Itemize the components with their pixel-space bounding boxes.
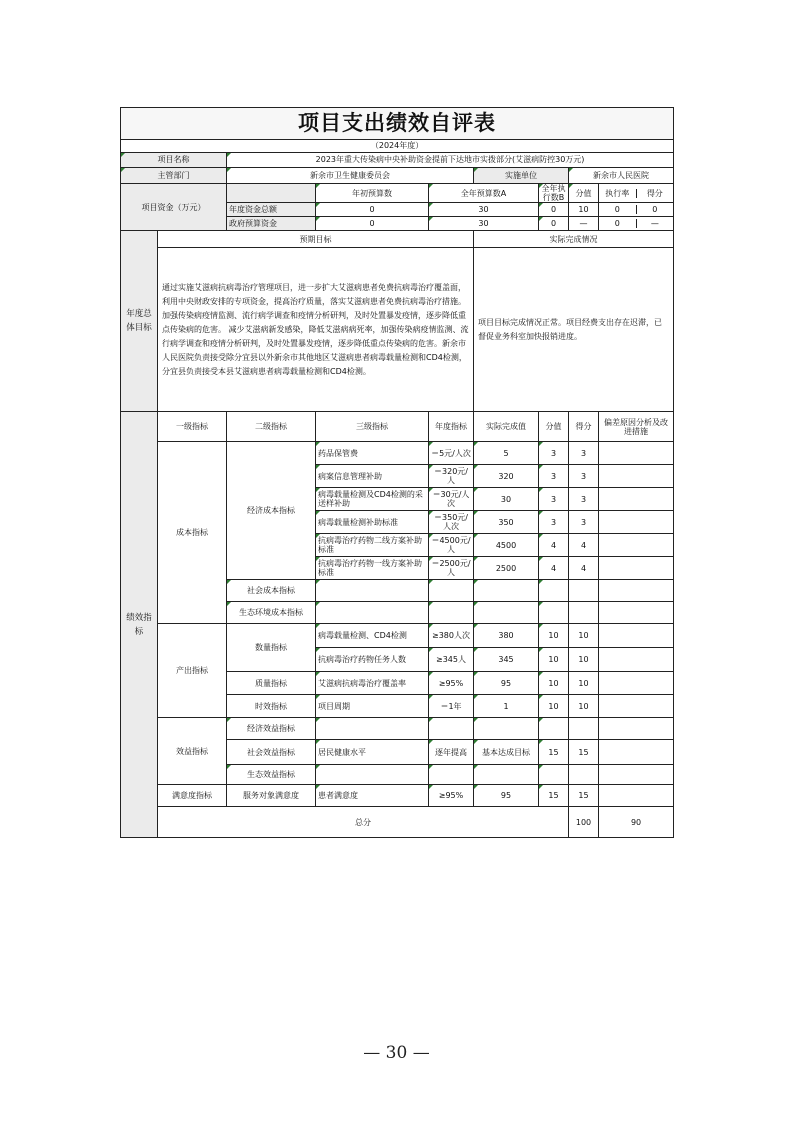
output-indicator: 产出指标 [158, 624, 227, 718]
table-row-l3: 病毒载量检测补助标准 [316, 511, 429, 534]
funds-total-score-value: 10 [569, 203, 599, 217]
score-header: 得分 [646, 188, 663, 198]
page-number: — 30 — [363, 1043, 430, 1063]
table-row-target: ≥95% [429, 785, 474, 807]
impl-unit-label: 实施单位 [474, 168, 569, 184]
table-row-score: 15 [569, 785, 599, 807]
table-row-l3: 居民健康水平 [316, 740, 429, 765]
funds-header-exec-b: 全年执行数B [539, 184, 569, 203]
table-row-value: 10 [539, 648, 569, 672]
satisfaction-indicator: 满意度指标 [158, 785, 227, 807]
header-deviation: 偏差原因分析及改进措施 [599, 412, 674, 442]
quality-indicator: 质量指标 [227, 672, 316, 695]
actual-result-text: 项目目标完成情况正常。项目经费支出存在迟滞，已督促业务科室加快报销进度。 [474, 248, 674, 412]
economic-cost-indicator: 经济成本指标 [227, 442, 316, 580]
table-row-target: ＝1年 [429, 695, 474, 718]
funds-total-score: 0 [652, 205, 658, 215]
table-row-actual: 95 [474, 672, 539, 695]
table-row-value: 15 [539, 785, 569, 807]
table-row-value: 15 [539, 740, 569, 765]
total-label: 总分 [158, 807, 569, 838]
table-row-actual: 320 [474, 465, 539, 488]
funds-gov-score: — [650, 219, 659, 229]
table-row-actual: 30 [474, 488, 539, 511]
funds-total-budget-a: 30 [429, 203, 539, 217]
social-cost-indicator: 社会成本指标 [227, 580, 316, 602]
table-row-score: 10 [569, 672, 599, 695]
table-row-score: 4 [569, 534, 599, 557]
header-annual-target: 年度指标 [429, 412, 474, 442]
table-row-target: ＝2500元/人 [429, 557, 474, 580]
table-row-target: ＝350元/人次 [429, 511, 474, 534]
header-level1: 一级指标 [158, 412, 227, 442]
table-row-actual: 2500 [474, 557, 539, 580]
table-row-value: 3 [539, 488, 569, 511]
table-row-target: ＝5元/人次 [429, 442, 474, 465]
funds-gov-initial: 0 [316, 217, 429, 231]
annual-goal-label: 年度总体目标 [121, 231, 158, 412]
header-level3: 三级指标 [316, 412, 429, 442]
performance-self-evaluation-table [120, 107, 674, 838]
table-row-target: ≥380人次 [429, 624, 474, 648]
table-row-score: 10 [569, 624, 599, 648]
actual-result-header: 实际完成情况 [474, 231, 674, 248]
table-row-actual: 4500 [474, 534, 539, 557]
total-score: 90 [599, 807, 674, 838]
cost-indicator: 成本指标 [158, 442, 227, 624]
table-row-value: 10 [539, 695, 569, 718]
table-row-value: 3 [539, 442, 569, 465]
table-row-target: ＝4500元/人 [429, 534, 474, 557]
table-row-l3: 抗病毒治疗药物任务人数 [316, 648, 429, 672]
funds-header-score-value: 分值 [569, 184, 599, 203]
table-row-score: 3 [569, 511, 599, 534]
table-row-target: ＝30元/人次 [429, 488, 474, 511]
table-row-target: ≥95% [429, 672, 474, 695]
header-level2: 二级指标 [227, 412, 316, 442]
table-row-actual: 350 [474, 511, 539, 534]
table-row-target: ≥345人 [429, 648, 474, 672]
table-row-target: ＝320元/人 [429, 465, 474, 488]
table-row-target: 逐年提高 [429, 740, 474, 765]
table-row-value: 3 [539, 511, 569, 534]
table-row-l3: 项目周期 [316, 695, 429, 718]
table-row-l3: 艾滋病抗病毒治疗覆盖率 [316, 672, 429, 695]
funds-total-exec-b: 0 [539, 203, 569, 217]
table-row-actual: 380 [474, 624, 539, 648]
table-row-l3: 药品保管费 [316, 442, 429, 465]
table-row-value: 10 [539, 672, 569, 695]
table-row-actual: 基本达成目标 [474, 740, 539, 765]
year-label: （2024年度） [121, 140, 674, 153]
table-row-l3: 患者满意度 [316, 785, 429, 807]
table-row-score: 3 [569, 488, 599, 511]
table-row-l3: 抗病毒治疗药物一线方案补助标准 [316, 557, 429, 580]
header-actual-value: 实际完成值 [474, 412, 539, 442]
table-row-l3: 病案信息管理补助 [316, 465, 429, 488]
funds-total-initial: 0 [316, 203, 429, 217]
eco-benefit-indicator: 生态效益指标 [227, 765, 316, 785]
project-name-value: 2023年重大传染病中央补助资金提前下达地市实拨部分(艾滋病防控30万元) [227, 153, 674, 168]
table-row-score: 10 [569, 648, 599, 672]
table-row-actual: 95 [474, 785, 539, 807]
expected-goal-header: 预期目标 [158, 231, 474, 248]
funds-header-exec-rate [599, 184, 674, 203]
table-row-value: 3 [539, 465, 569, 488]
exec-rate-header: 执行率 [599, 189, 637, 198]
funds-label: 项目资金（万元） [121, 184, 227, 231]
table-row-actual: 1 [474, 695, 539, 718]
funds-row-total-label: 年度资金总额 [227, 203, 316, 217]
table-row-value: 10 [539, 624, 569, 648]
table-row-actual: 5 [474, 442, 539, 465]
table-row-l3: 病毒载量检测及CD4检测的采送样补助 [316, 488, 429, 511]
table-row-score: 3 [569, 465, 599, 488]
header-score: 得分 [569, 412, 599, 442]
performance-table-frame [120, 107, 673, 855]
table-row-score: 10 [569, 695, 599, 718]
total-score-value: 100 [569, 807, 599, 838]
dept-label: 主管部门 [121, 168, 227, 184]
funds-gov-exec-rate: 0 [599, 219, 637, 228]
table-row-value: 4 [539, 534, 569, 557]
table-row-l3: 病毒载量检测、CD4检测 [316, 624, 429, 648]
funds-row-gov-label: 政府预算资金 [227, 217, 316, 231]
table-row-score: 15 [569, 740, 599, 765]
table-row-value: 4 [539, 557, 569, 580]
quantity-indicator: 数量指标 [227, 624, 316, 672]
dept-value: 新余市卫生健康委员会 [227, 168, 474, 184]
funds-gov-budget-a: 30 [429, 217, 539, 231]
social-benefit-indicator: 社会效益指标 [227, 740, 316, 765]
eco-env-cost-indicator: 生态环境成本指标 [227, 602, 316, 624]
header-score-value: 分值 [539, 412, 569, 442]
timeliness-indicator: 时效指标 [227, 695, 316, 718]
funds-gov-rate-score [599, 217, 674, 231]
economic-benefit-indicator: 经济效益指标 [227, 718, 316, 740]
service-satisfaction-indicator: 服务对象满意度 [227, 785, 316, 807]
page-title: 项目支出绩效自评表 [121, 108, 674, 140]
expected-goal-text: 通过实施艾滋病抗病毒治疗管理项目，进一步扩大艾滋病患者免费抗病毒治疗覆盖面，利用中央财政安排的专项资金，提高治疗质量，落实艾滋病患者免费抗病毒治疗措施。加强传染病疫情监测、流行病学调查和疫情分析研判，及时处置暴发疫情，逐步降低重点传染病的危害。 减少艾滋病新发感染，降低艾滋病病死率，加强传染病疫情监测、流行病学调查和疫情分析研判，及时处置暴发疫情，逐步降低重点传染病的危害。新余市人民医院负责接受除分宜县以外新余市其他地区艾滋病患者病毒载量检测和CD4检测，分宜县负责接受本县艾滋病患者病毒载量检测和CD4检测。 [158, 248, 474, 412]
impl-unit-value: 新余市人民医院 [569, 168, 674, 184]
funds-gov-score-value: — [569, 217, 599, 231]
table-row-l3: 抗病毒治疗药物二线方案补助标准 [316, 534, 429, 557]
benefit-indicator: 效益指标 [158, 718, 227, 785]
indicators-label: 绩效指标 [121, 412, 158, 838]
funds-total-rate-score [599, 203, 674, 217]
table-row-actual: 345 [474, 648, 539, 672]
funds-gov-exec-b: 0 [539, 217, 569, 231]
table-row-score: 3 [569, 442, 599, 465]
funds-header-budget-a: 全年预算数A [429, 184, 539, 203]
project-name-label: 项目名称 [121, 153, 227, 168]
funds-header-initial: 年初预算数 [316, 184, 429, 203]
funds-total-exec-rate: 0 [599, 205, 637, 214]
table-row-score: 4 [569, 557, 599, 580]
